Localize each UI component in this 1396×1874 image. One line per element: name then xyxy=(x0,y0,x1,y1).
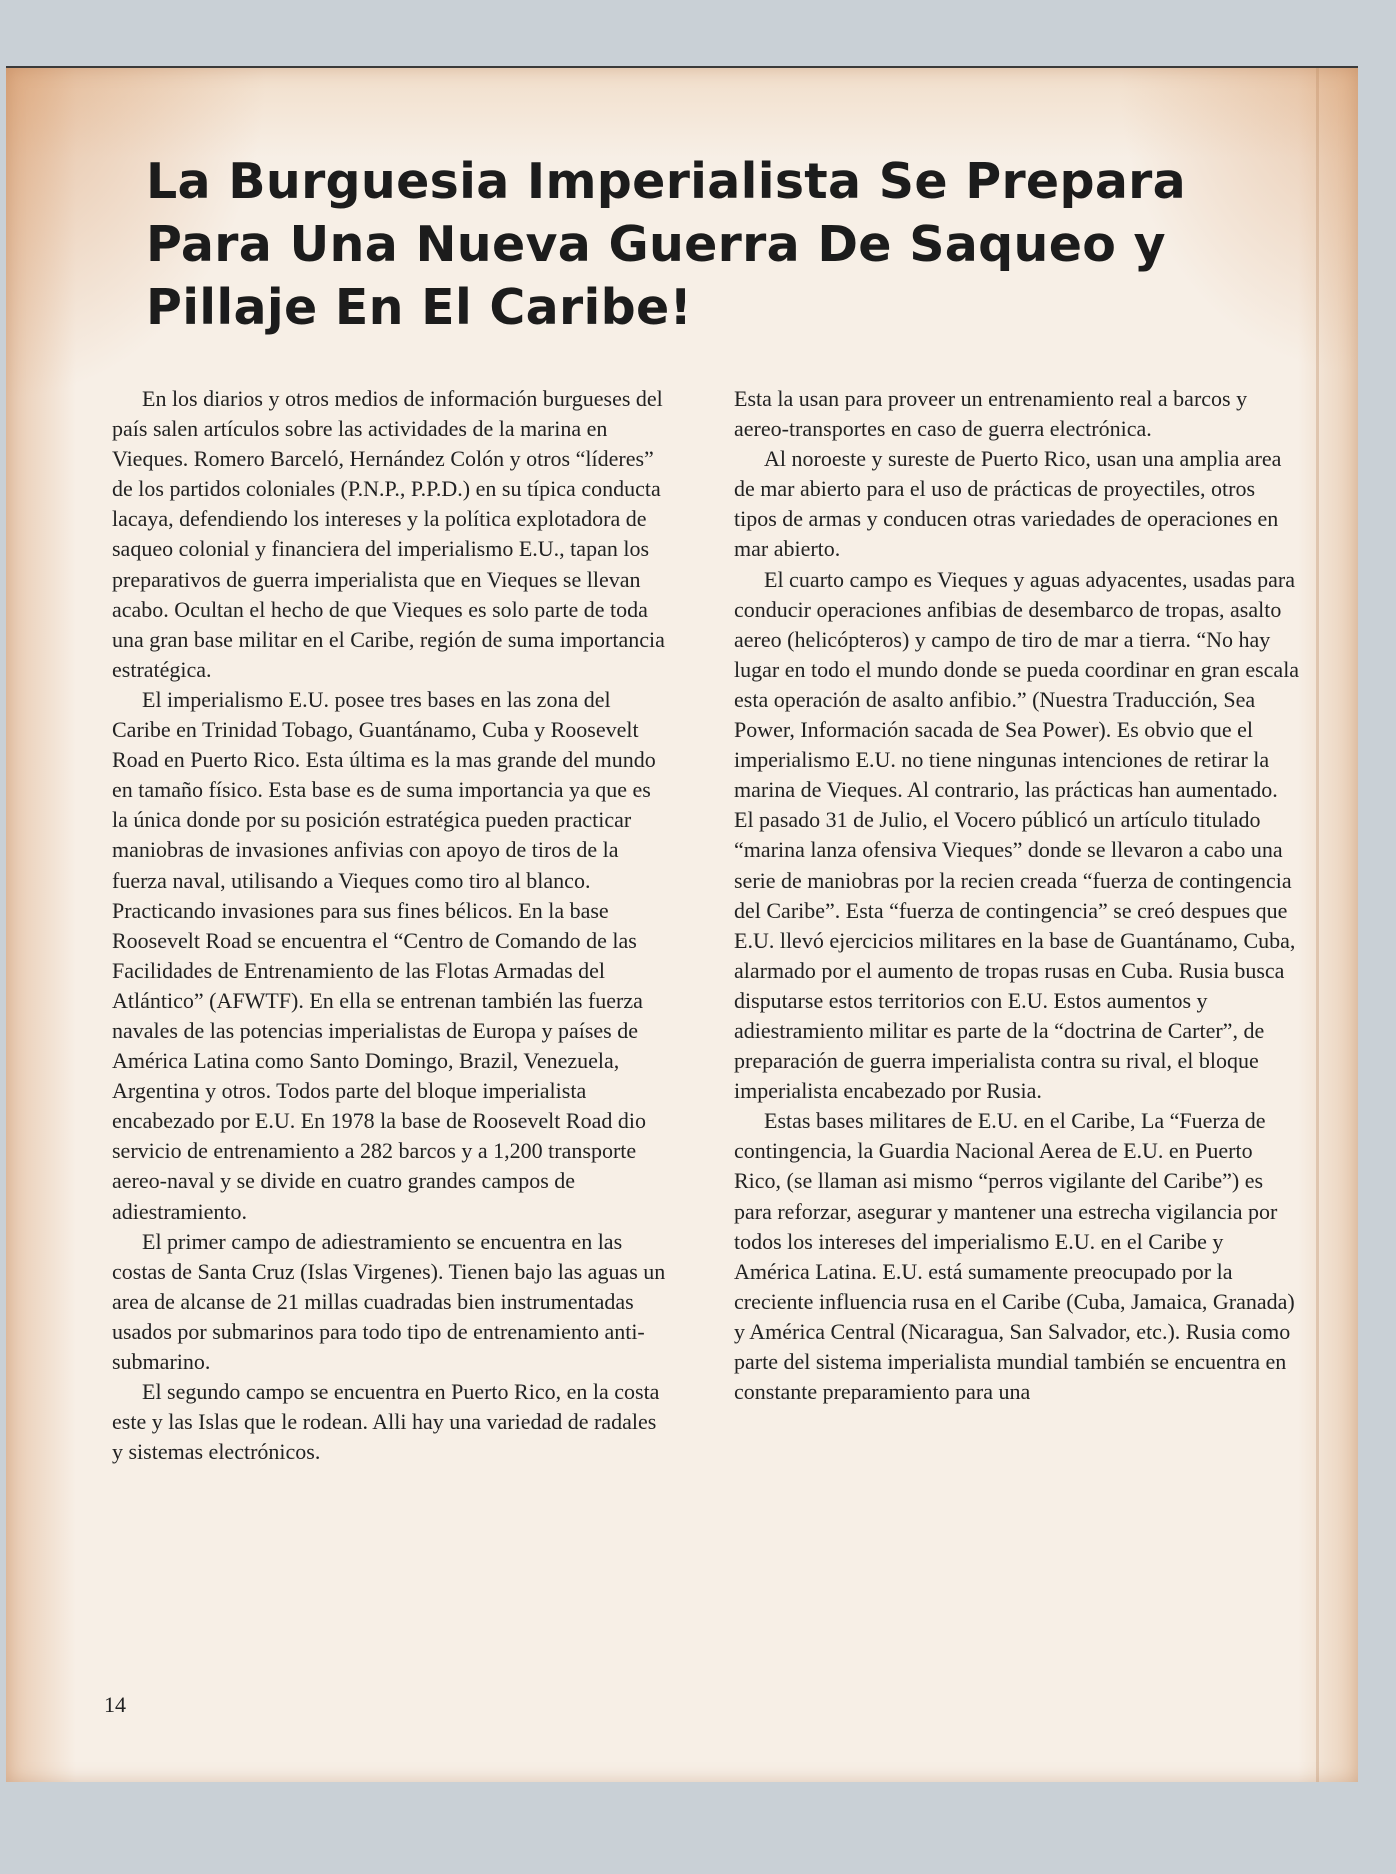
left-paragraph-4: El segundo campo se encuentra en Puerto Rico, en la costa este y las Islas que le rodean. Alli hay una variedad de radales y sistemas electrónicos. xyxy=(112,1379,660,1465)
left-column xyxy=(112,384,672,1467)
page-fold-shadow xyxy=(1316,68,1319,1782)
page-number: 14 xyxy=(104,1692,126,1717)
left-paragraph-3: El primer campo de adiestramiento se encuentra en las costas de Santa Cruz (Islas Virgenes). Tienen bajo las aguas un area de alcanse de 21 millas cuadradas bien instrumentadas usados por submarinos para todo tipo de entrenamiento anti-submarino. xyxy=(112,1228,666,1374)
magazine-page xyxy=(6,66,1358,1782)
left-paragraph-2: El imperialismo E.U. posee tres bases en las zona del Caribe en Trinidad Tobago, Guantánamo, Cuba y Roosevelt Road en Puerto Rico. Esta última es la mas grande del mundo en tamaño físico. Esta base es de suma importancia ya que es la única donde por su posición estratégica pueden practicar maniobras de invasiones anfivias con apoyo de tiros de la fuerza naval, utilisando a Vieques como tiro al blanco. Practicando invasiones para sus fines bélicos. En la base Roosevelt Road se encuentra el “Centro de Comando de las Facilidades de Entrenamiento de las Flotas Armadas del Atlántico” (AFWTF). En ella se entrenan también las fuerza navales de las potencias imperialistas de Europa y países de América Latina como Santo Domingo, Brazil, Venezuela, Argentina y otros. Todos parte del bloque imperialista encabezado por E.U. En 1978 la base de Roosevelt Road dio servicio de entrenamiento a 282 barcos y a 1,200 transporte aereo-naval y se divide en cuatro grandes campos de adiestramiento. xyxy=(112,686,656,1224)
right-paragraph-3: El cuarto campo es Vieques y aguas adyacentes, usadas para conducir operaciones anfibias de desembarco de tropas, asalto aereo (helicópteros) y campo de tiro de mar a tierra. “No hay lugar en todo el mundo donde se pueda coordinar en gran escala esta operación de asalto anfibio.” (Nuestra Traducción, Sea Power, Información sacada de Sea Power). Es obvio que el imperialismo E.U. no tiene ningunas intenciones de retirar la marina de Vieques. Al contrario, las prácticas han aumentado. El pasado 31 de Julio, el Vocero públicó un artículo titulado “marina lanza ofensiva Vieques” donde se llevaron a cabo una serie de maniobras por la recien creada “fuerza de contingencia del Caribe”. Esta “fuerza de contingencia” se creó despues que E.U. llevó ejercicios militares en la base de Guantánamo, Cuba, alarmado por el aumento de tropas rusas en Cuba. Rusia busca disputarse estos territorios con E.U. Estos aumentos y adiestramiento militar es parte de la “doctrina de Carter”, de preparación de guerra imperialista contra su rival, el bloque imperialista encabezado por Rusia. xyxy=(734,566,1300,1104)
right-column xyxy=(734,384,1302,1407)
right-paragraph-4: Estas bases militares de E.U. en el Caribe, La “Fuerza de contingencia, la Guardia Nacional Aerea de E.U. en Puerto Rico, (se llaman asi mismo “perros vigilante del Caribe”) es para reforzar, asegurar y mantener una estrecha vigilancia por todos los intereses del imperialismo E.U. en el Caribe y América Latina. E.U. está sumamente preocupado por la creciente influencia rusa en el Caribe (Cuba, Jamaica, Granada) y América Central (Nicaragua, San Salvador, etc.). Rusia como parte del sistema imperialista mundial también se encuentra en constante preparamiento para una xyxy=(734,1108,1295,1405)
right-paragraph-2: Al noroeste y sureste de Puerto Rico, usan una amplia area de mar abierto para el uso de prácticas de proyectiles, otros tipos de armas y conducen otras variedades de operaciones en mar abierto. xyxy=(734,446,1282,562)
article-title: La Burguesia Imperialista Se Prepara Para Una Nueva Guerra De Saqueo y Pillaje En El Caribe! xyxy=(146,153,1187,336)
left-paragraph-1: En los diarios y otros medios de información burgueses del país salen artículos sobre las actividades de la marina en Vieques. Romero Barceló, Hernández Colón y otros “líderes” de los partidos coloniales (P.N.P., P.P.D.) en su típica conducta lacaya, defendiendo los intereses y la política explotadora de saqueo colonial y financiera del imperialismo E.U., tapan los preparativos de guerra imperialista que en Vieques se llevan acabo. Ocultan el hecho de que Vieques es solo parte de toda una gran base militar en el Caribe, región de suma importancia estratégica. xyxy=(112,386,665,682)
right-paragraph-1: Esta la usan para proveer un entrenamiento real a barcos y aereo-transportes en caso de guerra electrónica. xyxy=(734,386,1248,442)
